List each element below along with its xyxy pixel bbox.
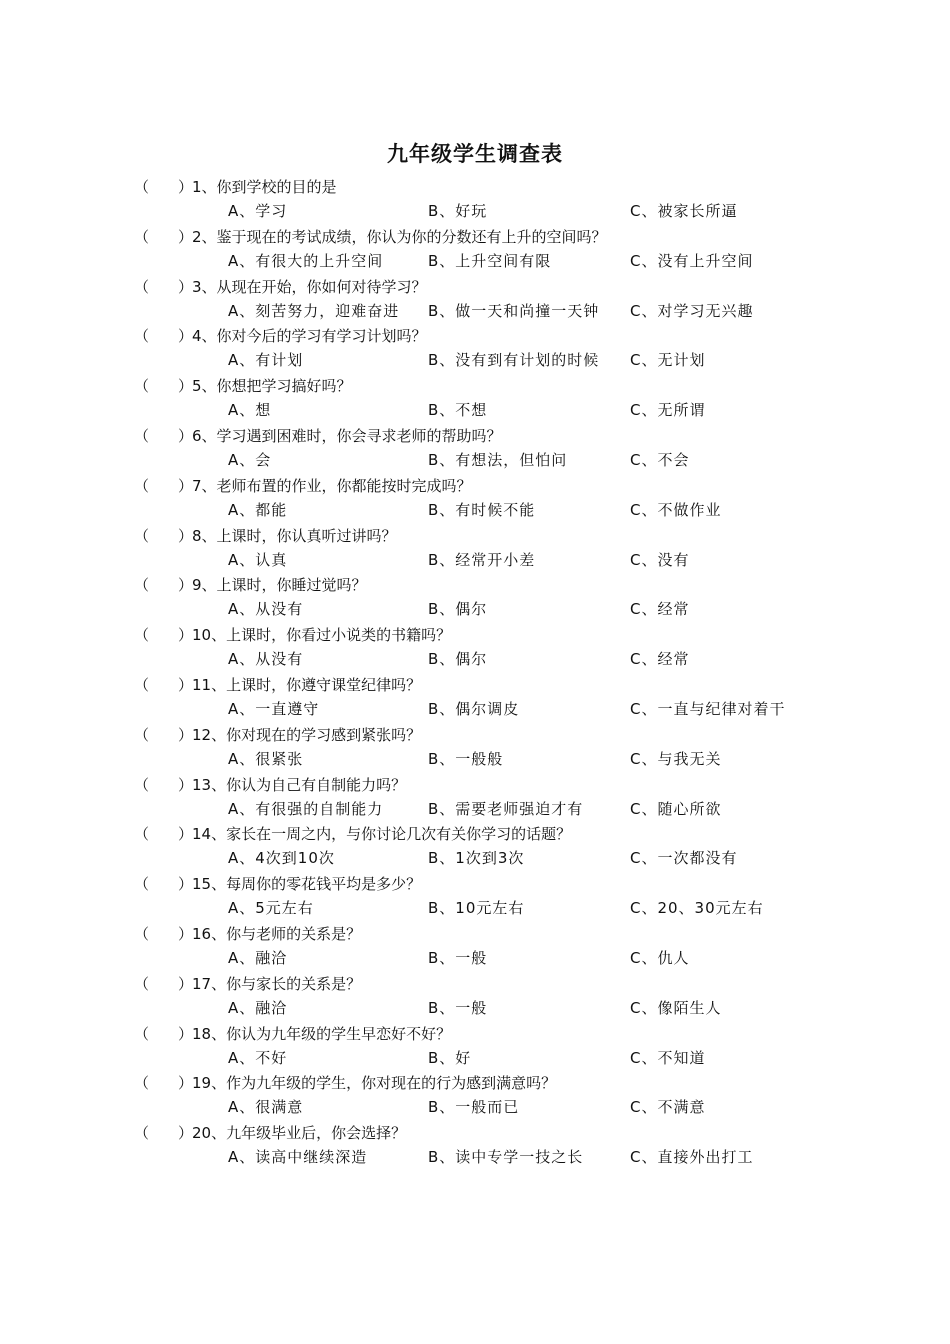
question-text: 19、作为九年级的学生，你对现在的行为感到满意吗？ <box>192 1074 557 1093</box>
answer-bracket-open: （ <box>134 1024 150 1043</box>
option-a: A、融洽 <box>228 998 288 1017</box>
answer-bracket-open: （ <box>134 178 150 196</box>
option-a: A、会 <box>228 450 272 469</box>
page-title: 九年级学生调查表 <box>387 142 563 166</box>
question-text: 18、你认为九年级的学生早恋好不好？ <box>192 1024 452 1043</box>
answer-bracket-open: （ <box>134 924 150 943</box>
answer-bracket-close: ） <box>178 825 194 844</box>
question-text: 15、每周你的零花钱平均是多少？ <box>192 875 422 894</box>
option-b: B、一般 <box>428 998 488 1017</box>
answer-bracket-open: （ <box>134 377 150 396</box>
option-c: C、无所谓 <box>630 401 706 420</box>
option-b: B、偶尔 <box>428 650 488 669</box>
answer-bracket-open: （ <box>134 277 150 296</box>
option-c: C、仇人 <box>630 948 690 967</box>
option-c: C、不做作业 <box>630 500 722 519</box>
answer-bracket-close: ） <box>178 1074 194 1093</box>
option-c: C、与我无关 <box>630 749 722 768</box>
option-b: B、10元左右 <box>428 899 525 918</box>
option-c: C、对学习无兴趣 <box>630 301 754 320</box>
question-text: 14、家长在一周之内，与你讨论几次有关你学习的话题？ <box>192 825 572 844</box>
option-a: A、有很强的自制能力 <box>228 799 384 818</box>
answer-bracket-close: ） <box>178 526 194 545</box>
option-c: C、没有 <box>630 550 690 569</box>
question-item <box>0 373 950 423</box>
question-text: 3、从现在开始，你如何对待学习？ <box>192 277 427 296</box>
question-item <box>0 1021 950 1071</box>
question-text: 11、上课时，你遵守课堂纪律吗？ <box>192 675 422 694</box>
option-b: B、没有到有计划的时候 <box>428 351 600 370</box>
question-item <box>0 572 950 622</box>
answer-bracket-close: ） <box>178 775 194 794</box>
answer-bracket-close: ） <box>178 327 194 346</box>
answer-bracket-open: （ <box>134 626 150 645</box>
question-item <box>0 224 950 274</box>
option-b: B、经常开小差 <box>428 550 536 569</box>
option-c: C、经常 <box>630 650 690 669</box>
question-text: 9、上课时，你睡过觉吗？ <box>192 576 367 595</box>
question-item <box>0 323 950 373</box>
option-a: A、想 <box>228 401 272 420</box>
question-text: 13、你认为自己有自制能力吗？ <box>192 775 407 794</box>
option-a: A、认真 <box>228 550 288 569</box>
option-b: B、有时候不能 <box>428 500 536 519</box>
question-item <box>0 523 950 573</box>
option-a: A、有很大的上升空间 <box>228 251 384 270</box>
option-b: B、需要老师强迫才有 <box>428 799 584 818</box>
answer-bracket-open: （ <box>134 476 150 495</box>
option-a: A、有计划 <box>228 351 304 370</box>
answer-bracket-close: ） <box>178 974 194 993</box>
answer-bracket-open: （ <box>134 875 150 894</box>
option-c: C、一直与纪律对着干 <box>630 699 786 718</box>
option-b: B、一般般 <box>428 749 504 768</box>
question-text: 6、学习遇到困难时，你会寻求老师的帮助吗？ <box>192 426 502 445</box>
option-a: A、5元左右 <box>228 899 314 918</box>
answer-bracket-open: （ <box>134 327 150 346</box>
answer-bracket-close: ） <box>178 924 194 943</box>
option-a: A、从没有 <box>228 650 304 669</box>
question-list <box>0 174 950 1170</box>
option-c: C、随心所欲 <box>630 799 722 818</box>
answer-bracket-open: （ <box>134 1074 150 1093</box>
option-a: A、很紧张 <box>228 749 304 768</box>
answer-bracket-close: ） <box>178 576 194 595</box>
question-item <box>0 722 950 772</box>
question-item <box>0 971 950 1021</box>
answer-bracket-open: （ <box>134 227 150 246</box>
option-b: B、做一天和尚撞一天钟 <box>428 301 600 320</box>
option-b: B、好 <box>428 1048 472 1067</box>
option-b: B、1次到3次 <box>428 849 525 868</box>
option-c: C、无计划 <box>630 351 706 370</box>
option-c: C、直接外出打工 <box>630 1148 754 1167</box>
question-item <box>0 871 950 921</box>
option-b: B、有想法，但怕问 <box>428 450 568 469</box>
answer-bracket-open: （ <box>134 526 150 545</box>
option-c: C、不满意 <box>630 1098 706 1117</box>
question-text: 12、你对现在的学习感到紧张吗？ <box>192 725 422 744</box>
question-text: 7、老师布置的作业，你都能按时完成吗？ <box>192 476 472 495</box>
option-b: B、一般 <box>428 948 488 967</box>
option-b: B、一般而已 <box>428 1098 520 1117</box>
answer-bracket-close: ） <box>178 227 194 246</box>
option-c: C、不知道 <box>630 1048 706 1067</box>
answer-bracket-open: （ <box>134 426 150 445</box>
option-c: C、经常 <box>630 600 690 619</box>
answer-bracket-close: ） <box>178 675 194 694</box>
option-a: A、学习 <box>228 202 288 220</box>
question-item <box>0 772 950 822</box>
option-a: A、从没有 <box>228 600 304 619</box>
option-c: C、20、30元左右 <box>630 899 764 918</box>
question-text: 1、你到学校的目的是 <box>192 178 337 196</box>
question-item <box>0 1120 950 1170</box>
question-text: 4、你对今后的学习有学习计划吗？ <box>192 327 427 346</box>
option-a: A、读高中继续深造 <box>228 1148 368 1167</box>
question-text: 5、你想把学习搞好吗？ <box>192 377 352 396</box>
question-text: 20、九年级毕业后，你会选择？ <box>192 1124 407 1143</box>
answer-bracket-open: （ <box>134 825 150 844</box>
option-b: B、不想 <box>428 401 488 420</box>
question-item <box>0 672 950 722</box>
option-a: A、都能 <box>228 500 288 519</box>
answer-bracket-open: （ <box>134 1124 150 1143</box>
answer-bracket-open: （ <box>134 974 150 993</box>
question-item <box>0 921 950 971</box>
option-b: B、好玩 <box>428 202 488 220</box>
answer-bracket-close: ） <box>178 377 194 396</box>
option-b: B、读中专学一技之长 <box>428 1148 584 1167</box>
option-a: A、融洽 <box>228 948 288 967</box>
answer-bracket-close: ） <box>178 476 194 495</box>
question-text: 2、鉴于现在的考试成绩，你认为你的分数还有上升的空间吗？ <box>192 227 607 246</box>
option-b: B、上升空间有限 <box>428 251 552 270</box>
option-c: C、不会 <box>630 450 690 469</box>
option-a: A、很满意 <box>228 1098 304 1117</box>
question-item <box>0 622 950 672</box>
option-c: C、像陌生人 <box>630 998 722 1017</box>
question-item <box>0 423 950 473</box>
question-text: 16、你与老师的关系是？ <box>192 924 362 943</box>
option-a: A、4次到10次 <box>228 849 335 868</box>
option-b: B、偶尔调皮 <box>428 699 520 718</box>
option-b: B、偶尔 <box>428 600 488 619</box>
question-item <box>0 821 950 871</box>
question-item <box>0 274 950 324</box>
question-text: 8、上课时，你认真听过讲吗？ <box>192 526 397 545</box>
question-item <box>0 1070 950 1120</box>
answer-bracket-close: ） <box>178 1024 194 1043</box>
question-item <box>0 174 950 224</box>
question-text: 10、上课时，你看过小说类的书籍吗？ <box>192 626 452 645</box>
answer-bracket-close: ） <box>178 626 194 645</box>
question-item <box>0 473 950 523</box>
option-c: C、一次都没有 <box>630 849 738 868</box>
answer-bracket-close: ） <box>178 426 194 445</box>
answer-bracket-close: ） <box>178 875 194 894</box>
question-text: 17、你与家长的关系是？ <box>192 974 362 993</box>
answer-bracket-open: （ <box>134 576 150 595</box>
answer-bracket-open: （ <box>134 725 150 744</box>
option-a: A、一直遵守 <box>228 699 320 718</box>
answer-bracket-close: ） <box>178 178 194 196</box>
answer-bracket-open: （ <box>134 675 150 694</box>
option-c: C、没有上升空间 <box>630 251 754 270</box>
answer-bracket-close: ） <box>178 725 194 744</box>
option-a: A、不好 <box>228 1048 288 1067</box>
answer-bracket-close: ） <box>178 277 194 296</box>
answer-bracket-open: （ <box>134 775 150 794</box>
option-a: A、刻苦努力，迎难奋进 <box>228 301 400 320</box>
option-c: C、被家长所逼 <box>630 202 738 220</box>
answer-bracket-close: ） <box>178 1124 194 1143</box>
